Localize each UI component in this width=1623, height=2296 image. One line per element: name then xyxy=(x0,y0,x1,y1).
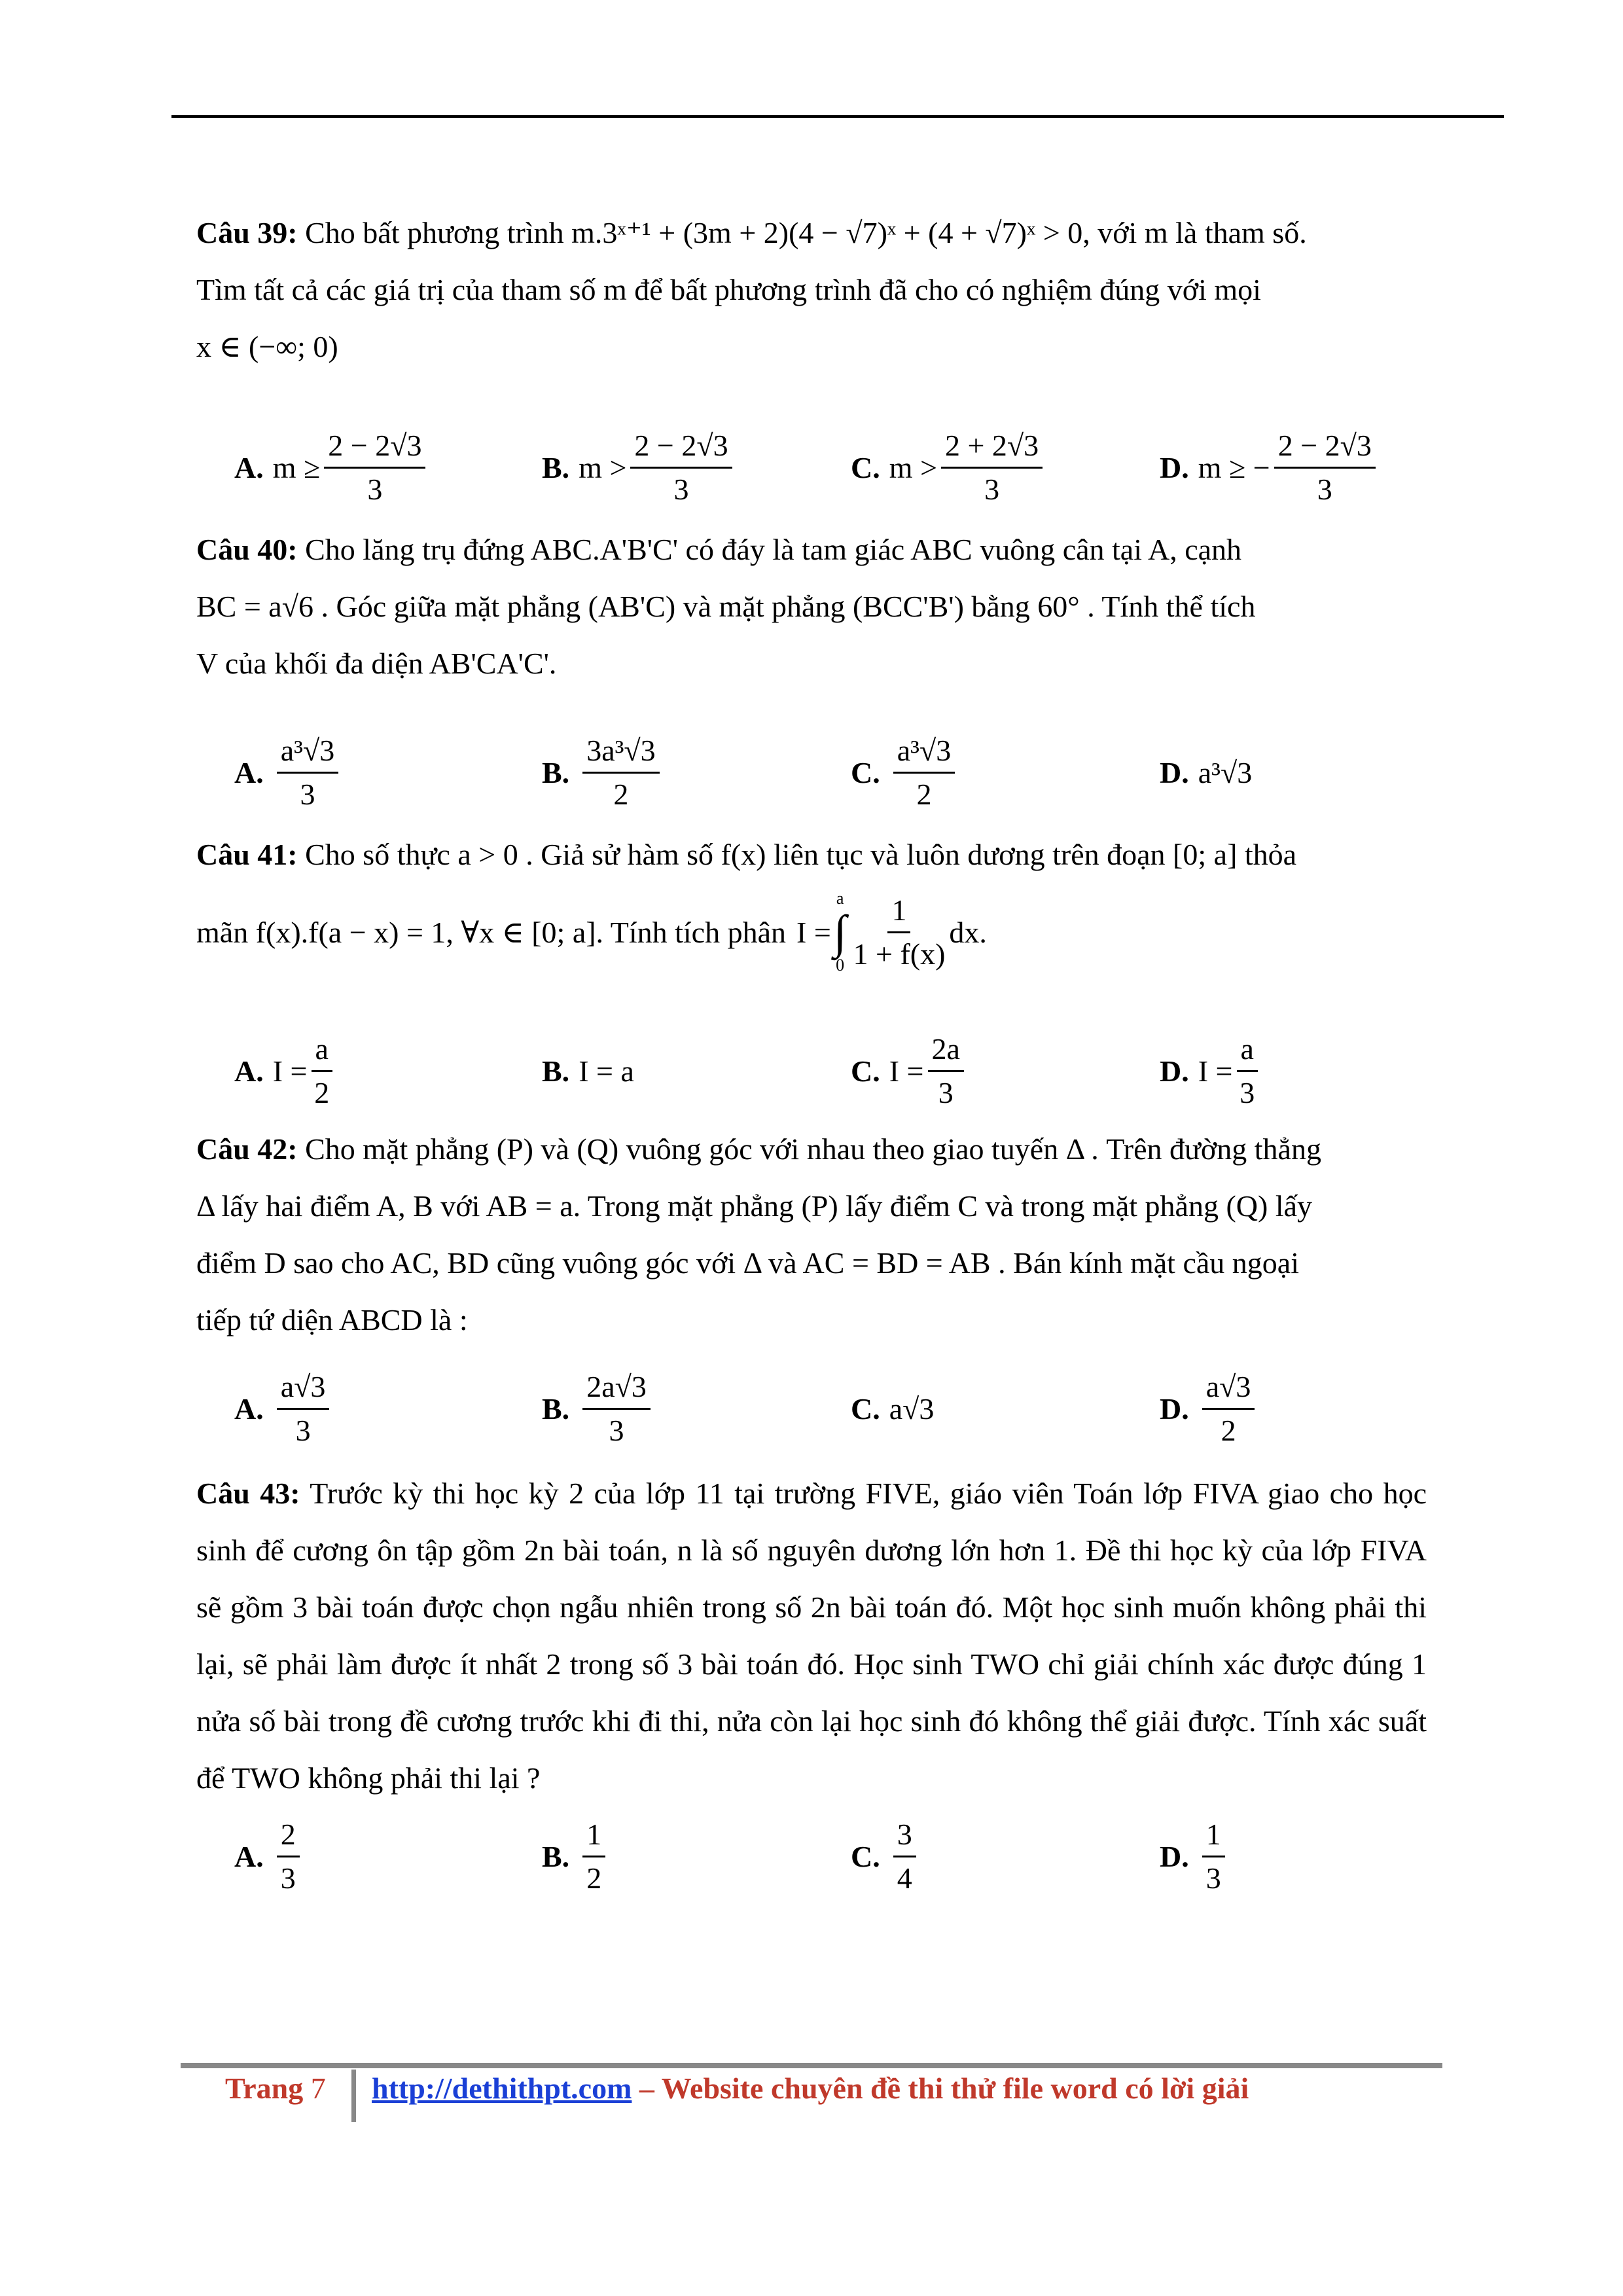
fraction: $\frac{\text{3a³√3}}{2}$ xyxy=(582,732,659,813)
option-d[interactable]: D. m ≥ − $\frac{2 - 2√3}{3}$ xyxy=(1160,422,1380,513)
question-39-line-2: Tìm tất cả các giá trị của tham số m để bất phương trình đã cho có nghiệm đúng với mọi xyxy=(196,273,1261,306)
option-a[interactable]: A. I = $\frac{a}{2}$ xyxy=(234,1025,336,1117)
fraction: $\frac{1}{1 + f(x)}$ xyxy=(853,893,946,971)
options-43 xyxy=(196,1810,1427,1902)
option-a[interactable]: A. m ≥ $\frac{2 - 2√3}{3}$ xyxy=(234,422,429,513)
question-text: Cho mặt phẳng (P) và (Q) vuông góc với nhau theo giao tuyến Δ . Trên đường thẳng xyxy=(305,1132,1321,1166)
options-42 xyxy=(196,1363,1427,1454)
question-40 xyxy=(196,521,1427,692)
fraction: $\frac{2 + 2√3}{3}$ xyxy=(941,427,1043,508)
fraction: $\frac{1}{2}$ xyxy=(582,1816,605,1897)
options-39 xyxy=(196,422,1427,513)
fraction: $\frac{2}{3}$ xyxy=(277,1816,300,1897)
options-40 xyxy=(196,726,1427,818)
option-b[interactable]: B. $\frac{2a√3}{3}$ xyxy=(542,1363,654,1454)
site-link[interactable]: http://dethithpt.com xyxy=(372,2072,632,2105)
option-b[interactable]: B. $\frac{1}{2}$ xyxy=(542,1810,609,1902)
question-42-line-2: Δ lấy hai điểm A, B với AB = a. Trong mặt phẳng (P) lấy điểm C và trong mặt phẳng (Q) lấy xyxy=(196,1189,1313,1223)
question-40-line-3: V của khối đa diện AB'CA'C'. xyxy=(196,647,557,680)
page-label: Trang xyxy=(225,2072,304,2105)
fraction: $\frac{a}{2}$ xyxy=(312,1031,332,1111)
formula: m.3ˣ⁺¹ + (3m + 2)(4 − √7)ˣ + (4 + √7)ˣ > 0, xyxy=(571,216,1090,249)
fraction: $\frac{2 - 2√3}{3}$ xyxy=(1274,427,1376,508)
option-b[interactable]: B. I = a xyxy=(542,1054,634,1088)
option-a[interactable]: A. $\frac{2}{3}$ xyxy=(234,1810,304,1902)
header-rule xyxy=(171,115,1504,118)
question-41 xyxy=(196,826,1427,981)
fraction: $\frac{\text{a³√3}}{2}$ xyxy=(893,732,955,813)
option-c[interactable]: C. $\frac{\text{a³√3}}{2}$ xyxy=(851,726,959,818)
fraction: $\frac{\text{a³√3}}{3}$ xyxy=(277,732,338,813)
question-40-line-2: BC = a√6 . Góc giữa mặt phẳng (AB'C) và mặt phẳng (BCC'B') bằng 60° . Tính thể tích xyxy=(196,590,1256,623)
question-label: Câu 43: xyxy=(196,1477,300,1510)
option-d[interactable]: D. $\frac{a√3}{2}$ xyxy=(1160,1363,1258,1454)
fraction: $\frac{2 - 2√3}{3}$ xyxy=(324,427,425,508)
question-text: với m là tham số. xyxy=(1097,216,1307,249)
integral-symbol: ∫ xyxy=(833,906,847,958)
question-text: mãn f(x).f(a − x) = 1, ∀x ∈ [0; a]. Tính tích phân xyxy=(196,915,786,949)
page-number: 7 xyxy=(310,2072,326,2105)
question-42-line-1 xyxy=(196,1121,1427,1177)
footer-separator xyxy=(351,2070,356,2122)
fraction: $\frac{2a√3}{3}$ xyxy=(582,1369,651,1449)
question-42-line-3: điểm D sao cho AC, BD cũng vuông góc với Δ và AC = BD = AB . Bán kính mặt cầu ngoại xyxy=(196,1246,1299,1280)
fraction: $\frac{a}{3}$ xyxy=(1237,1031,1258,1111)
option-c[interactable]: C. a√3 xyxy=(851,1391,935,1426)
question-label: Câu 41: xyxy=(196,838,298,871)
option-c[interactable]: C. $\frac{3}{4}$ xyxy=(851,1810,920,1902)
question-42 xyxy=(196,1121,1427,1348)
option-a[interactable]: A. $\frac{a√3}{3}$ xyxy=(234,1363,333,1454)
option-a[interactable]: A. $\frac{\text{a³√3}}{3}$ xyxy=(234,726,342,818)
option-d[interactable]: D. I = $\frac{a}{3}$ xyxy=(1160,1025,1262,1117)
option-c[interactable]: C. m > $\frac{2 + 2√3}{3}$ xyxy=(851,422,1046,513)
option-d[interactable]: D. a³√3 xyxy=(1160,755,1253,789)
option-d[interactable]: D. $\frac{1}{3}$ xyxy=(1160,1810,1229,1902)
question-41-line-2 xyxy=(196,883,1427,981)
option-c[interactable]: C. I = $\frac{2a}{3}$ xyxy=(851,1025,968,1117)
site-tagline: – Website chuyên đề thi thử file word có lời giải xyxy=(632,2072,1249,2105)
question-40-line-1 xyxy=(196,521,1427,578)
integral-lhs: I = xyxy=(796,915,831,949)
fraction: $\frac{a√3}{3}$ xyxy=(277,1369,330,1449)
question-text: Trước kỳ thi học kỳ 2 của lớp 11 tại trường FIVE, giáo viên Toán lớp FIVA giao cho học sinh để cương ôn tập gồm 2n bài toán, n là số nguyên dương lớn hơn 1. Đề thi học kỳ của lớp FIVA sẽ gồm 3 bài toán được chọn ngẫu nhiên trong số 2n bài toán đó. Một học sinh muốn không phải thi lại, sẽ phải làm được ít nhất 2 trong số 3 bài toán đó. Học sinh TWO chỉ giải chính xác được đúng 1 nửa số bài trong đề cương trước khi đi thi, nửa còn lại học sinh đó không thể giải được. Tính xác suất để TWO không phải thi lại ? xyxy=(196,1477,1427,1795)
question-39-line-1 xyxy=(196,204,1427,261)
question-text: Cho số thực a > 0 . Giả sử hàm số f(x) liên tục và luôn dương trên đoạn [0; a] thỏa xyxy=(305,838,1297,871)
footer-rule xyxy=(181,2063,1442,2068)
question-43 xyxy=(196,1465,1427,1806)
question-label: Câu 40: xyxy=(196,533,298,566)
question-39-line-3: x ∈ (−∞; 0) xyxy=(196,330,338,363)
question-text: Cho bất phương trình xyxy=(305,216,564,249)
question-label: Câu 42: xyxy=(196,1132,298,1166)
integral-sign: a ∫ 0 xyxy=(833,889,847,975)
option-b[interactable]: B. $\frac{\text{3a³√3}}{2}$ xyxy=(542,726,664,818)
footer-page xyxy=(225,2071,326,2106)
question-43-body xyxy=(196,1465,1427,1806)
fraction: $\frac{1}{3}$ xyxy=(1202,1816,1225,1897)
question-label: Câu 39: xyxy=(196,216,298,249)
question-39 xyxy=(196,204,1427,375)
fraction: $\frac{2 - 2√3}{3}$ xyxy=(630,427,732,508)
question-41-line-1 xyxy=(196,826,1427,883)
integral-dx: dx. xyxy=(949,915,987,949)
fraction: $\frac{a√3}{2}$ xyxy=(1202,1369,1255,1449)
footer-site xyxy=(372,2071,1249,2106)
options-41 xyxy=(196,1025,1427,1117)
question-42-line-4: tiếp tứ diện ABCD là : xyxy=(196,1303,468,1336)
fraction: $\frac{2a}{3}$ xyxy=(928,1031,964,1111)
option-b[interactable]: B. m > $\frac{2 - 2√3}{3}$ xyxy=(542,422,736,513)
fraction: $\frac{3}{4}$ xyxy=(893,1816,916,1897)
question-text: Cho lăng trụ đứng ABC.A'B'C' có đáy là tam giác ABC vuông cân tại A, cạnh xyxy=(305,533,1242,566)
